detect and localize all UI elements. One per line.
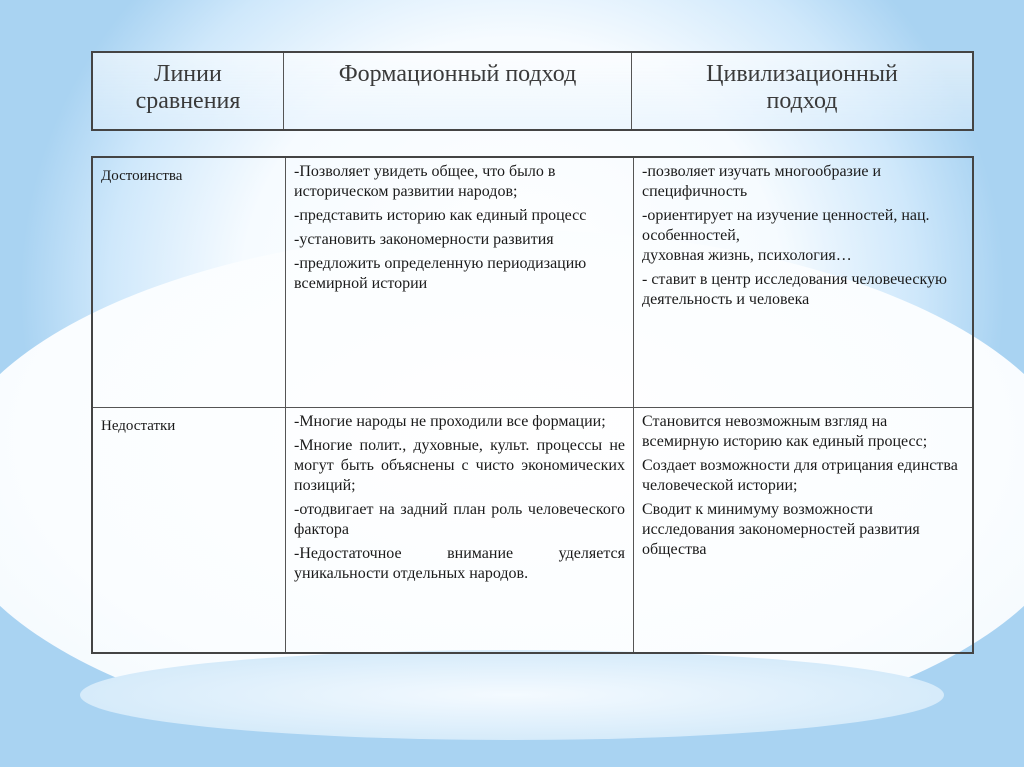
list-item: -Недостаточное внимание уделяется уникальности отдельных народов. bbox=[294, 545, 625, 582]
list-item: -Позволяет увидеть общее, что было в историческом развитии народов; bbox=[294, 163, 556, 200]
header-col1-line2: сравнения bbox=[135, 88, 241, 114]
list-item: -ориентирует на изучение ценностей, нац. особенностей, bbox=[642, 207, 930, 244]
row-label-advantages: Достоинства bbox=[92, 157, 286, 408]
list-item: -представить историю как единый процесс bbox=[294, 207, 587, 224]
disadvantages-formational-cell bbox=[286, 408, 634, 654]
list-item: -предложить определенную периодизацию всемирной истории bbox=[294, 255, 587, 292]
list-item: Сводит к минимуму возможности исследования закономерностей развития общества bbox=[642, 501, 920, 558]
list-item: -Многие народы не проходили все формации; bbox=[294, 413, 606, 430]
header-col3-line2: подход bbox=[766, 88, 838, 114]
disadvantages-civilizational-cell bbox=[634, 408, 974, 654]
row-label-disadvantages: Недостатки bbox=[92, 408, 286, 654]
header-col1-line1: Линии bbox=[154, 61, 222, 87]
header-table bbox=[91, 51, 974, 131]
list-item: Создает возможности для отрицания единства человеческой истории; bbox=[642, 457, 958, 494]
list-item: -установить закономерности развития bbox=[294, 231, 554, 248]
list-item: -позволяет изучать многообразие и специфичность bbox=[642, 163, 882, 200]
list-item: Становится невозможным взгляд на всемирную историю как единый процесс; bbox=[642, 413, 928, 450]
header-cell-formational bbox=[284, 52, 632, 130]
header-col2-text: Формационный подход bbox=[338, 61, 577, 87]
list-item: духовная жизнь, психология… bbox=[642, 247, 852, 264]
table-row-advantages bbox=[92, 157, 973, 408]
header-cell-civilizational bbox=[632, 52, 974, 130]
header-cell-comparison-lines bbox=[92, 52, 284, 130]
comparison-table bbox=[91, 156, 974, 654]
list-item: -отодвигает на задний план роль человеческого фактора bbox=[294, 501, 625, 538]
header-col3-line1: Цивилизационный bbox=[706, 61, 898, 87]
table-row-disadvantages bbox=[92, 408, 973, 654]
background-bottom-glow bbox=[80, 650, 944, 740]
list-item: - ставит в центр исследования человеческую деятельность и человека bbox=[642, 271, 947, 308]
advantages-civilizational-cell bbox=[634, 157, 974, 408]
header-row bbox=[92, 52, 973, 130]
list-item: -Многие полит., духовные, культ. процессы не могут быть объяснены с чисто экономических позиций; bbox=[294, 437, 625, 494]
advantages-formational-cell bbox=[286, 157, 634, 408]
